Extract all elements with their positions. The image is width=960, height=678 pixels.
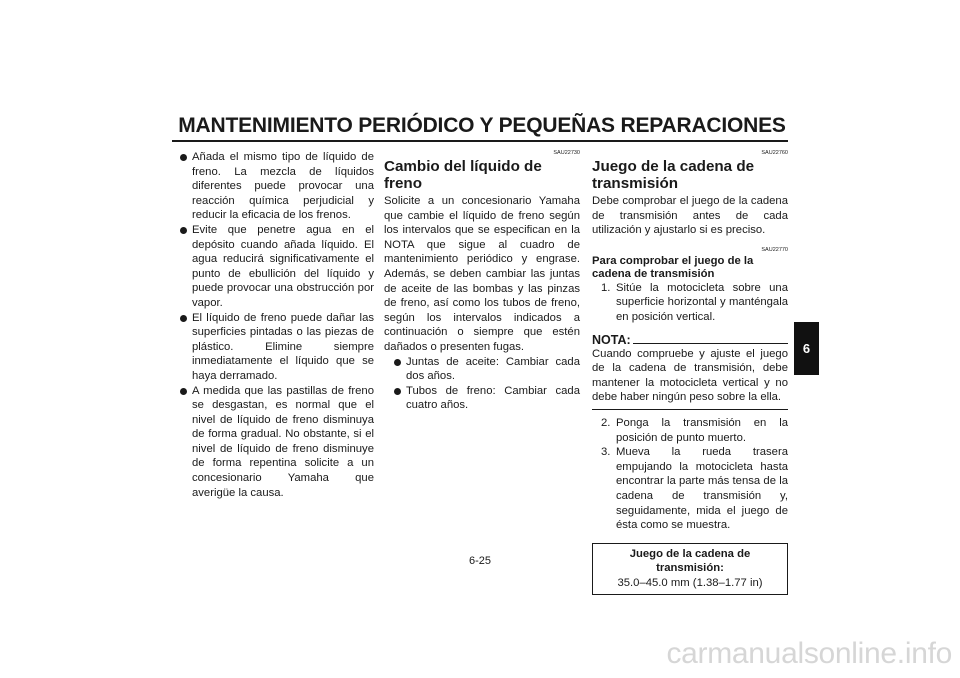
step-item (592, 281, 788, 325)
bullet-item: El líquido de freno puede dañar las superficies pintadas o las piezas de plástico. Elimine siempre inmediatamente el líquido que se haya derramado. (178, 311, 374, 384)
step-text: Sitúe la motocicleta sobre una superficie horizontal y manténgala en posición vertical. (616, 281, 788, 323)
section-heading-brake-fluid: Cambio del líquido de freno (384, 158, 542, 192)
page-number: 6-25 (468, 555, 492, 567)
note-end-rule (592, 409, 788, 410)
step-number: 2. (601, 416, 611, 429)
spec-box (592, 543, 788, 596)
step-item (592, 445, 788, 533)
step-number: 1. (601, 281, 611, 294)
watermark: carmanualsonline.info (666, 637, 952, 670)
column-middle (384, 150, 580, 413)
chapter-tab: 6 (794, 322, 819, 375)
step-number: 3. (601, 446, 611, 459)
bullet-item: Añada el mismo tipo de líquido de freno. La mezcla de líquidos diferentes puede provocar una reacción química perjudicial y reducir la eficacia de los frenos. (178, 150, 374, 223)
note-header (592, 333, 788, 347)
bullet-item: A medida que las pastillas de freno se desgastan, es normal que el nivel de líquido de freno disminuya de forma gradual. No obstante, si el nivel de líquido de freno disminuye de forma repentina solicite a un concesionario Yamaha que averigüe la causa. (178, 384, 374, 501)
section-heading-chain-slack: Juego de la cadena de transmisión (592, 158, 755, 192)
section-code: SAU22760 (761, 150, 788, 156)
step-text: Mueva la rueda trasera empujando la motocicleta hasta encontrar la parte más tensa de la cadena de transmisión y, seguidamente, mida el juego de ésta como se muestra. (616, 446, 788, 532)
bullet-item: Juntas de aceite: Cambiar cada dos años. (392, 355, 580, 384)
section-body: Solicite a un concesionario Yamaha que cambie el líquido de freno según los intervalos que se especifican en la NOTA que sigue al cuadro de mantenimiento periódico y engrase. Además, se deben cambiar las juntas de aceite de las bombas y las pinzas de freno, así como los tubos de freno, según los intervalos indicados a continuación o siempre que estén dañados o presenten fugas. (384, 195, 580, 353)
section-code: SAU22730 (553, 150, 580, 156)
bullet-item: Evite que penetre agua en el depósito cuando añada líquido. El agua reducirá significativamente el punto de ebullición del líquido y puede provocar una obstrucción por vapor. (178, 223, 374, 311)
section-intro: Debe comprobar el juego de la cadena de transmisión antes de cada utilización y ajustarlo si es preciso. (592, 195, 788, 237)
step-text: Ponga la transmisión en la posición de punto muerto. (616, 416, 788, 444)
note-rule (633, 343, 788, 344)
subsection-heading: Para comprobar el juego de la cadena de transmisión (592, 254, 754, 280)
bullet-item: Tubos de freno: Cambiar cada cuatro años. (392, 384, 580, 413)
note-text: Cuando compruebe y ajuste el juego de la cadena de transmisión, debe mantener la motocicleta vertical y no debe haber ningún peso sobre la ella. (592, 347, 788, 404)
title-rule (172, 140, 788, 142)
spec-value: 35.0–45.0 mm (1.38–1.77 in) (617, 576, 763, 589)
step-item (592, 416, 788, 445)
subsection-code: SAU22770 (761, 246, 788, 253)
note-label: NOTA: (592, 332, 631, 347)
column-left (178, 150, 374, 500)
page-title: MANTENIMIENTO PERIÓDICO Y PEQUEÑAS REPARACIONES (178, 114, 786, 137)
spec-label: Juego de la cadena de transmisión: (629, 547, 751, 575)
column-right (592, 150, 788, 595)
